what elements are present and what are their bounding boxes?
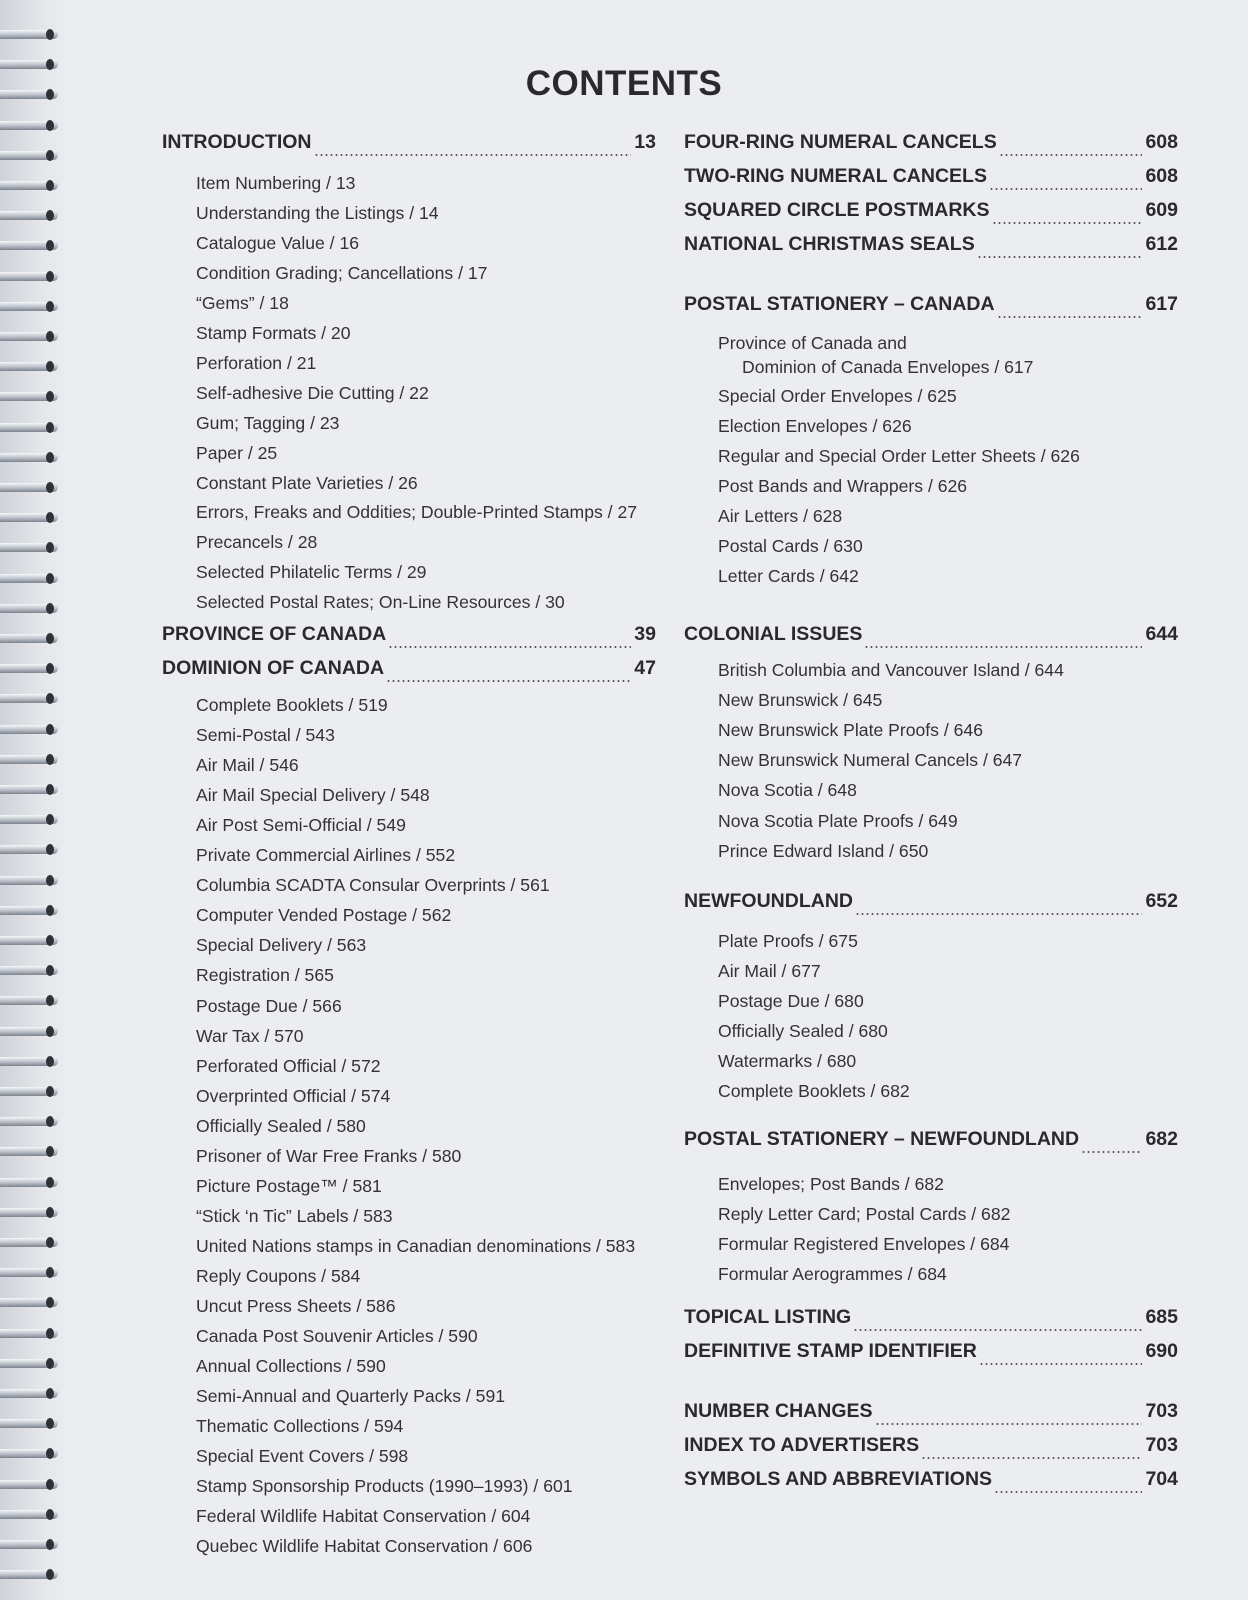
spiral-coil: [0, 330, 64, 344]
toc-entry: Plate Proofs / 675: [718, 931, 858, 951]
toc-entry: Special Order Envelopes / 625: [718, 386, 957, 406]
heading-label: PROVINCE OF CANADA: [162, 623, 387, 645]
heading-label: DEFINITIVE STAMP IDENTIFIER: [684, 1340, 977, 1362]
dot-leader: [994, 1491, 1142, 1493]
toc-entry: Precancels / 28: [196, 532, 318, 553]
spiral-coil: [0, 1508, 64, 1522]
toc-entry: Computer Vended Postage / 562: [196, 905, 452, 926]
toc-entry: Air Letters / 628: [718, 506, 843, 526]
toc-heading-two-ring: [684, 165, 1178, 195]
heading-label: SYMBOLS AND ABBREVIATIONS: [684, 1468, 993, 1490]
heading-label: DOMINION OF CANADA: [162, 657, 385, 679]
toc-entry: Province of Canada and: [718, 333, 907, 353]
toc-entry: Postage Due / 566: [196, 995, 342, 1016]
toc-entry: Formular Registered Envelopes / 684: [718, 1234, 1010, 1254]
toc-entry: Federal Wildlife Habitat Conservation / 604: [196, 1506, 531, 1527]
dot-leader: [875, 1423, 1143, 1425]
toc-entry: Selected Philatelic Terms / 29: [196, 562, 427, 583]
spiral-coil: [0, 1296, 64, 1310]
heading-label: INTRODUCTION: [162, 131, 312, 153]
toc-entry: Semi-Annual and Quarterly Packs / 591: [196, 1386, 506, 1407]
spiral-coil: [0, 1055, 64, 1069]
spiral-coil: [0, 1145, 64, 1159]
heading-page: 685: [1145, 1306, 1178, 1328]
heading-label: COLONIAL ISSUES: [684, 623, 863, 645]
heading-label: NUMBER CHANGES: [684, 1400, 873, 1422]
toc-heading-definitive-identifier: [684, 1340, 1178, 1370]
toc-entry: New Brunswick / 645: [718, 690, 883, 711]
toc-entry: Perforation / 21: [196, 352, 317, 373]
toc-entry: Thematic Collections / 594: [196, 1416, 404, 1437]
spiral-coil: [0, 1266, 64, 1280]
toc-entry: Constant Plate Varieties / 26: [196, 472, 418, 493]
dot-leader: [997, 316, 1143, 318]
toc-heading-symbols-abbreviations: [684, 1468, 1178, 1498]
heading-page: 690: [1145, 1340, 1178, 1362]
spiral-coil: [0, 904, 64, 918]
heading-page: 682: [1145, 1128, 1178, 1150]
heading-label: NEWFOUNDLAND: [684, 890, 853, 912]
toc-entry: Overprinted Official / 574: [196, 1085, 391, 1106]
dot-leader: [921, 1457, 1142, 1459]
toc-entry: Uncut Press Sheets / 586: [196, 1296, 396, 1316]
heading-label: INDEX TO ADVERTISERS: [684, 1434, 920, 1456]
heading-page: 617: [1145, 293, 1178, 315]
heading-page: 609: [1145, 199, 1178, 221]
toc-heading-squared-circle: [684, 199, 1178, 229]
heading-label: POSTAL STATIONERY – NEWFOUNDLAND: [684, 1128, 1080, 1150]
spiral-coil: [0, 421, 64, 435]
heading-page: 644: [1145, 623, 1178, 645]
dot-leader: [853, 1329, 1142, 1331]
dot-leader: [989, 188, 1142, 190]
toc-entry: United Nations stamps in Canadian denominations / 583: [196, 1235, 636, 1256]
spiral-coil: [0, 360, 64, 374]
toc-entry: Special Delivery / 563: [196, 935, 367, 956]
toc-entry: Air Mail Special Delivery / 548: [196, 785, 430, 806]
spiral-coil: [0, 994, 64, 1008]
toc-entry: Stamp Formats / 20: [196, 322, 351, 343]
toc-entry: Postal Cards / 630: [718, 536, 863, 556]
spiral-coil: [0, 119, 64, 133]
heading-page: 703: [1145, 1400, 1178, 1422]
toc-entry: Reply Coupons / 584: [196, 1265, 361, 1286]
toc-entry: Selected Postal Rates; On-Line Resources / 30: [196, 592, 565, 613]
toc-entry: Annual Collections / 590: [196, 1356, 386, 1377]
dot-leader: [314, 154, 632, 156]
spiral-coil: [0, 602, 64, 616]
toc-heading-topical-listing: [684, 1306, 1178, 1336]
toc-entry: Air Mail / 546: [196, 755, 299, 776]
spiral-coil: [0, 753, 64, 767]
spiral-coil: [0, 723, 64, 737]
spiral-coil: [0, 1236, 64, 1250]
spiral-coil: [0, 1447, 64, 1461]
heading-page: 39: [634, 623, 656, 645]
heading-label: POSTAL STATIONERY – CANADA: [684, 293, 995, 315]
spiral-coil: [0, 451, 64, 465]
toc-entry: Paper / 25: [196, 442, 278, 463]
toc-heading-number-changes: [684, 1400, 1178, 1430]
heading-label: FOUR-RING NUMERAL CANCELS: [684, 131, 997, 153]
spiral-coil: [0, 783, 64, 797]
page-title: CONTENTS: [525, 64, 723, 103]
toc-entry: Quebec Wildlife Habitat Conservation / 606: [196, 1536, 533, 1557]
dot-leader: [992, 222, 1143, 224]
spiral-coil: [0, 1357, 64, 1371]
toc-entry: Prisoner of War Free Franks / 580: [196, 1145, 462, 1166]
spiral-coil: [0, 1115, 64, 1129]
toc-entry: “Stick ‘n Tic” Labels / 583: [196, 1205, 393, 1226]
heading-page: 652: [1145, 890, 1178, 912]
spiral-coil: [0, 843, 64, 857]
heading-page: 13: [634, 131, 656, 153]
spiral-coil: [0, 1206, 64, 1220]
heading-page: 704: [1145, 1468, 1178, 1490]
heading-label: SQUARED CIRCLE POSTMARKS: [684, 199, 990, 221]
toc-entry: Errors, Freaks and Oddities; Double-Printed Stamps / 27: [196, 502, 638, 523]
heading-page: 612: [1145, 233, 1178, 255]
dot-leader: [1081, 1151, 1142, 1153]
toc-entry: Item Numbering / 13: [196, 173, 356, 193]
toc-entry: Condition Grading; Cancellations / 17: [196, 262, 488, 283]
toc-entry: Special Event Covers / 598: [196, 1446, 409, 1467]
spiral-coil: [0, 632, 64, 646]
dot-leader: [864, 646, 1142, 648]
spiral-coil: [0, 1085, 64, 1099]
spiral-coil: [0, 1387, 64, 1401]
toc-heading-stationery-canada: [684, 293, 1178, 323]
spiral-coil: [0, 239, 64, 253]
toc-entry: Postage Due / 680: [718, 991, 864, 1011]
toc-entry: Dominion of Canada Envelopes / 617: [742, 357, 1034, 377]
spiral-coil: [0, 874, 64, 888]
spiral-coil: [0, 28, 64, 42]
toc-entry: Envelopes; Post Bands / 682: [718, 1174, 944, 1194]
spiral-coil: [0, 270, 64, 284]
toc-entry: Air Post Semi-Official / 549: [196, 815, 406, 836]
heading-page: 608: [1145, 165, 1178, 187]
toc-heading-newfoundland: [684, 890, 1178, 920]
spiral-coil: [0, 481, 64, 495]
toc-entry: Semi-Postal / 543: [196, 725, 335, 746]
spiral-coil: [0, 692, 64, 706]
spiral-coil: [0, 1478, 64, 1492]
spiral-coil: [0, 1417, 64, 1431]
toc-entry: British Columbia and Vancouver Island / 644: [718, 660, 1064, 680]
toc-heading-colonial-issues: [684, 623, 1178, 653]
spiral-coil: [0, 1025, 64, 1039]
spiral-coil: [0, 300, 64, 314]
toc-entry: Complete Booklets / 519: [196, 695, 388, 715]
toc-entry: Understanding the Listings / 14: [196, 202, 439, 223]
toc-entry: Regular and Special Order Letter Sheets / 626: [718, 446, 1080, 466]
toc-heading-christmas-seals: [684, 233, 1178, 263]
heading-page: 703: [1145, 1434, 1178, 1456]
toc-entry: Stamp Sponsorship Products (1990–1993) / 601: [196, 1476, 573, 1497]
spiral-coil: [0, 1176, 64, 1190]
toc-heading-dominion-of-canada: [162, 657, 656, 687]
toc-entry: Officially Sealed / 580: [196, 1115, 366, 1136]
toc-entry: Columbia SCADTA Consular Overprints / 561: [196, 875, 550, 896]
toc-heading-index-to-advertisers: [684, 1434, 1178, 1464]
spiral-coil: [0, 813, 64, 827]
dot-leader: [979, 1363, 1143, 1365]
spiral-coil: [0, 572, 64, 586]
toc-entry: Reply Letter Card; Postal Cards / 682: [718, 1204, 1011, 1224]
toc-entry: Canada Post Souvenir Articles / 590: [196, 1326, 478, 1347]
toc-entry: Post Bands and Wrappers / 626: [718, 476, 968, 496]
toc-entry: Air Mail / 677: [718, 961, 821, 981]
toc-entry: Nova Scotia / 648: [718, 780, 857, 801]
dot-leader: [388, 646, 631, 648]
toc-entry: Picture Postage™ / 581: [196, 1175, 382, 1196]
spiral-coil: [0, 1327, 64, 1341]
toc-entry: Nova Scotia Plate Proofs / 649: [718, 810, 958, 831]
spiral-coil: [0, 1568, 64, 1582]
spiral-binding: [0, 0, 72, 1600]
toc-entry: Letter Cards / 642: [718, 566, 859, 586]
toc-heading-four-ring: [684, 131, 1178, 161]
toc-entry: New Brunswick Numeral Cancels / 647: [718, 750, 1023, 771]
toc-entry: Prince Edward Island / 650: [718, 840, 929, 861]
spiral-coil: [0, 662, 64, 676]
toc-entry: Catalogue Value / 16: [196, 232, 360, 253]
spiral-coil: [0, 149, 64, 163]
heading-page: 47: [634, 657, 656, 679]
heading-label: TOPICAL LISTING: [684, 1306, 852, 1328]
heading-page: 608: [1145, 131, 1178, 153]
toc-entry: Officially Sealed / 680: [718, 1021, 888, 1041]
toc-heading-province-of-canada: [162, 623, 656, 653]
heading-label: NATIONAL CHRISTMAS SEALS: [684, 233, 975, 255]
spiral-coil: [0, 1538, 64, 1552]
spiral-coil: [0, 541, 64, 555]
toc-heading-stationery-newfoundland: [684, 1128, 1178, 1158]
spiral-coil: [0, 179, 64, 193]
toc-heading-introduction: [162, 131, 656, 161]
spiral-coil: [0, 511, 64, 525]
toc-entry: Registration / 565: [196, 965, 334, 986]
spiral-coil: [0, 390, 64, 404]
spiral-coil: [0, 964, 64, 978]
toc-entry: Gum; Tagging / 23: [196, 412, 340, 433]
dot-leader: [855, 913, 1142, 915]
toc-entry: Complete Booklets / 682: [718, 1081, 910, 1101]
toc-entry: Watermarks / 680: [718, 1051, 857, 1071]
toc-entry: “Gems” / 18: [196, 292, 289, 313]
dot-leader: [999, 154, 1143, 156]
toc-entry: Election Envelopes / 626: [718, 416, 912, 436]
dot-leader: [977, 256, 1143, 258]
toc-entry: Private Commercial Airlines / 552: [196, 845, 456, 866]
toc-entry: War Tax / 570: [196, 1025, 304, 1046]
heading-label: TWO-RING NUMERAL CANCELS: [684, 165, 987, 187]
spiral-coil: [0, 209, 64, 223]
toc-entry: New Brunswick Plate Proofs / 646: [718, 720, 983, 741]
toc-entry: Perforated Official / 572: [196, 1055, 381, 1076]
dot-leader: [386, 680, 631, 682]
toc-entry: Formular Aerogrammes / 684: [718, 1264, 947, 1284]
toc-entry: Self-adhesive Die Cutting / 22: [196, 382, 429, 403]
spiral-coil: [0, 934, 64, 948]
